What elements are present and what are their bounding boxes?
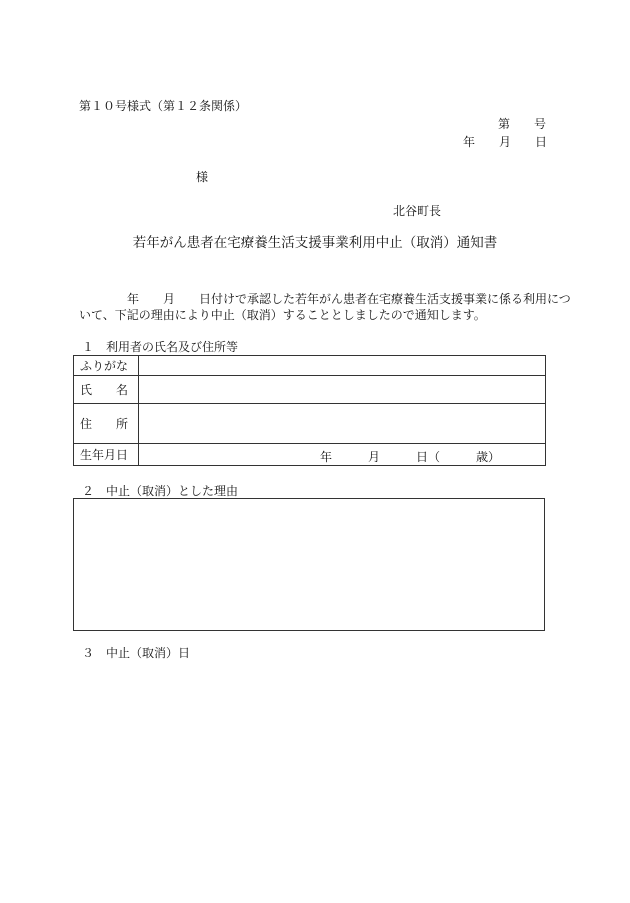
table-row [74,444,546,466]
section-1-heading: １ 利用者の氏名及び住所等 [82,340,239,354]
name-label: 氏 名 [74,376,139,404]
table-row [74,356,546,376]
section-2-heading: ２ 中止（取消）とした理由 [82,484,239,498]
furigana-field[interactable] [139,356,546,376]
address-field[interactable] [139,404,546,444]
form-number: 第１０号様式（第１２条関係） [79,99,248,113]
address-label: 住 所 [74,404,139,444]
addressee-honorific: 様 [196,170,209,184]
document-number: 第 号 [498,117,547,131]
body-text-line-2: いて、下記の理由により中止（取消）することとしましたので通知します。 [79,308,486,322]
table-row [74,404,546,444]
user-info-table [73,355,546,466]
document-title: 若年がん患者在宅療養生活支援事業利用中止（取消）通知書 [132,235,498,251]
body-text-line-1: 年 月 日付けで承認した若年がん患者在宅療養生活支援事業に係る利用につ [79,292,571,306]
birthdate-field[interactable] [139,444,546,466]
birthdate-template: 年 月 日（ 歳） [320,450,501,464]
furigana-label: ふりがな [74,356,139,376]
section-3-heading: ３ 中止（取消）日 [82,646,191,660]
sender-name: 北谷町長 [393,204,442,218]
table-row [74,376,546,404]
reason-text-box[interactable] [73,498,545,631]
name-field[interactable] [139,376,546,404]
document-date: 年 月 日 [463,135,548,149]
birthdate-label: 生年月日 [74,444,139,466]
